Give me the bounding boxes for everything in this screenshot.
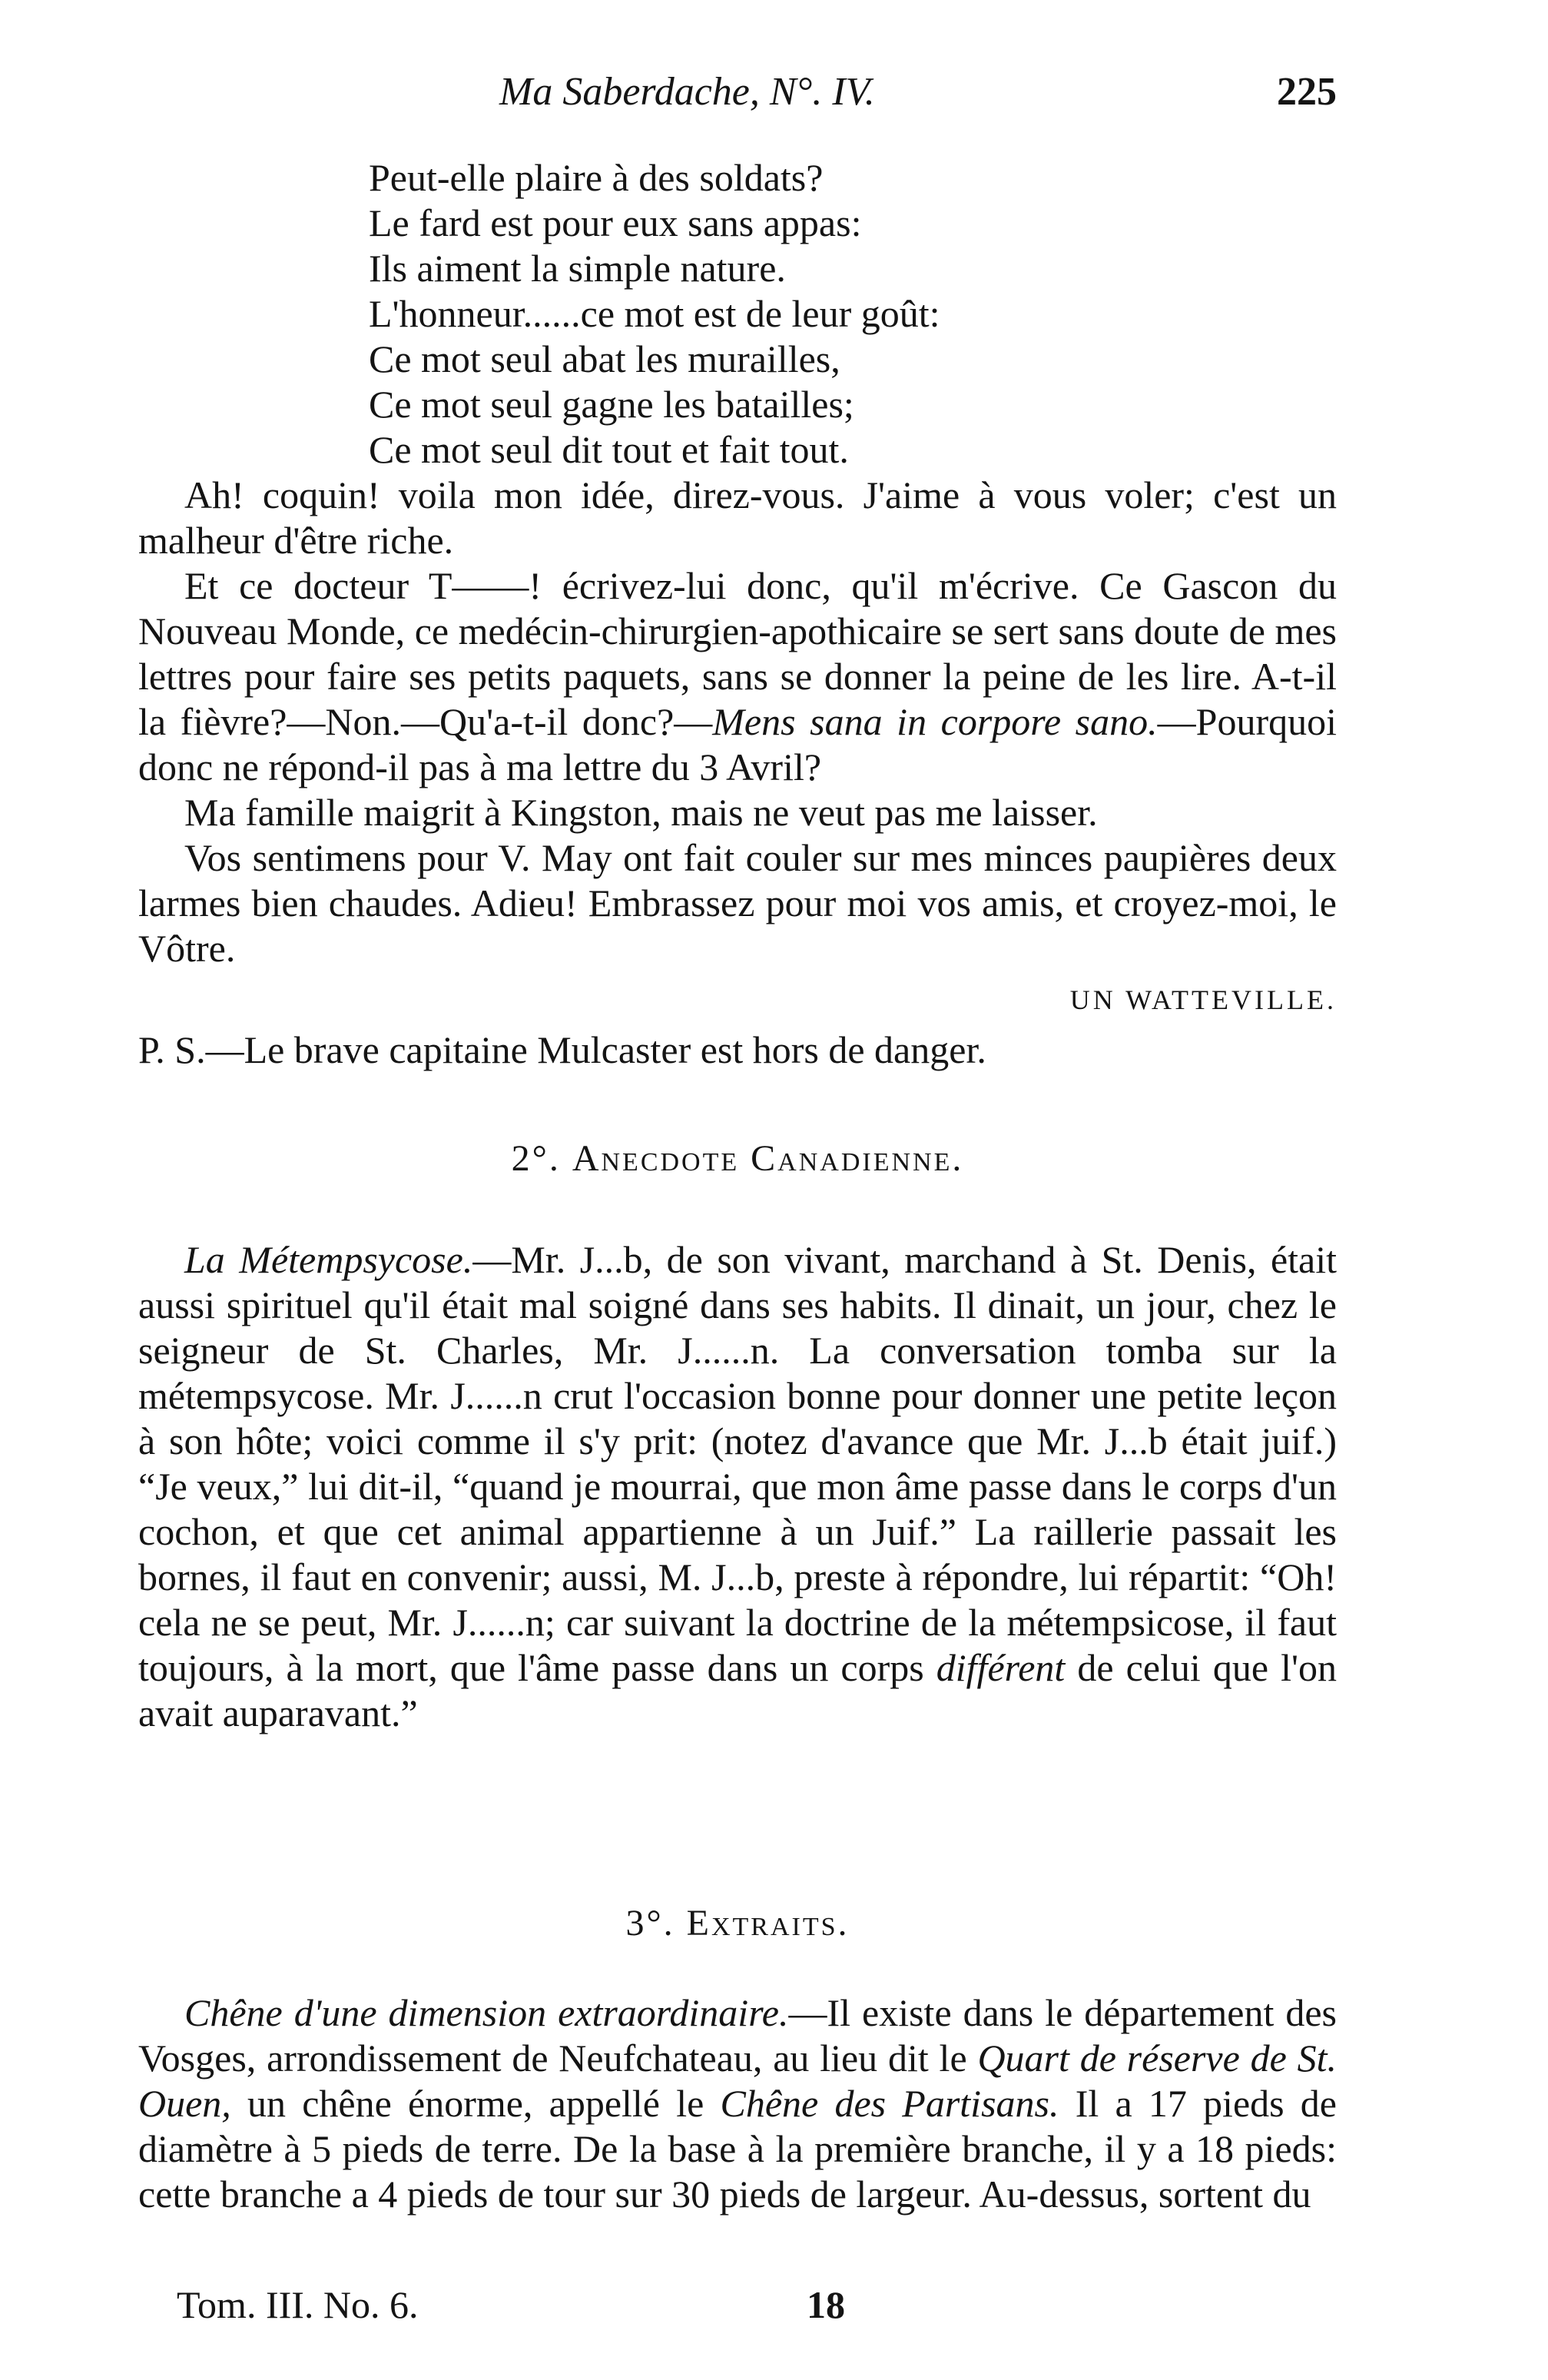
running-title: Ma Saberdache, N°. IV. <box>499 70 875 114</box>
letter-paragraph: Vos sentimens pour V. May ont fait couler sur mes minces paupières deux larmes bien chaudes. Adieu! Embrassez pour moi vos amis, et croyez-moi, le Vôtre. <box>138 836 1337 970</box>
extracts-body <box>138 1990 1337 2217</box>
section-title: Anecdote Canadienne. <box>572 1138 964 1179</box>
running-header <box>138 69 1337 123</box>
verse-line: Ce mot seul gagne les batailles; <box>369 383 854 426</box>
verse-line: L'honneur......ce mot est de leur goût: <box>369 292 940 335</box>
extract-paragraph <box>138 1990 1337 2217</box>
letter-body <box>138 473 1337 1073</box>
letter-paragraph: Ah! coquin! voila mon idée, direz-vous. J'aime à vous voler; c'est un malheur d'être riche. <box>138 473 1337 562</box>
verse-stanza <box>369 155 940 473</box>
volume-info: Tom. III. No. 6. <box>177 2283 419 2326</box>
signature-mark: 18 <box>807 2283 845 2326</box>
section-title: Extraits. <box>686 1903 850 1944</box>
anecdote-paragraph <box>138 1237 1337 1736</box>
place-name: Quart de réserve de St. Ouen, <box>138 2036 1337 2125</box>
page-footer <box>177 2282 1252 2336</box>
page-number: 225 <box>1277 70 1337 114</box>
verse-line: Ce mot seul dit tout et fait tout. <box>369 428 849 471</box>
paragraph-text: Et ce docteur T——! écrivez-lui donc, qu'il m'écrive. Ce Gascon du Nouveau Monde, ce medécin-chirurgien-apothicaire se sert sans doute de mes lettres pour faire ses petits paquets, sans se donner la peine de les lire. A-t-il la fièvre?—Non.—Qu'a-t-il donc?— <box>138 564 1337 743</box>
section-heading <box>138 1137 1337 1180</box>
extract-title: Chêne d'une dimension extraordinaire. <box>184 1991 789 2034</box>
paragraph-text: un chêne énorme, appellé le <box>230 2082 721 2125</box>
anecdote-title: La Métempsycose. <box>184 1238 473 1281</box>
section-number: 3°. <box>625 1903 675 1944</box>
verse-line: Peut-elle plaire à des soldats? <box>369 156 824 199</box>
section-number: 2°. <box>511 1138 561 1179</box>
section-heading <box>138 1902 1337 1944</box>
paragraph-text: de celui que l'on avait auparavant.” <box>138 1646 1337 1734</box>
verse-line: Ce mot seul abat les murailles, <box>369 337 840 380</box>
verse-line: Le fard est pour eux sans appas: <box>369 201 862 244</box>
postscript: P. S.—Le brave capitaine Mulcaster est hors de danger. <box>138 1028 986 1071</box>
letter-paragraph <box>138 563 1337 790</box>
letter-paragraph: Ma famille maigrit à Kingston, mais ne veut pas me laisser. <box>184 791 1098 834</box>
paragraph-text: —Il existe dans le département des Vosges, arrondissement de Neufchateau, au lieu dit le <box>138 1991 1338 2080</box>
anecdote-body <box>138 1237 1337 1736</box>
emphasis: différent <box>936 1646 1066 1689</box>
verse-line: Ils aiment la simple nature. <box>369 247 786 290</box>
paragraph-text: Il a 17 pieds de diamètre à 5 pieds de terre. De la base à la première branche, il y a 18 pieds: cette branche a 4 pieds de tour sur 30 pieds de largeur. Au-dessus, sortent du <box>138 2082 1337 2216</box>
tree-name: Chêne des Partisans. <box>720 2082 1059 2125</box>
latin-quote: Mens sana in corpore sano. <box>712 700 1158 743</box>
book-page <box>138 69 1337 2344</box>
paragraph-text: —Mr. J...b, de son vivant, marchand à St. Denis, était aussi spirituel qu'il était mal soigné dans ses habits. Il dinait, un jour, chez le seigneur de St. Charles, Mr. J......n. La conversation tomba sur la métempsycose. Mr. J......n crut l'occasion bonne pour donner une petite leçon à son hôte; voici comme il s'y prit: (notez d'avance que Mr. J...b était juif.) “Je veux,” lui dit-il, “quand je mourrai, que mon âme passe dans le corps d'un cochon, et que cet animal appartienne à un Juif.” La raillerie passait les bornes, il faut en convenir; aussi, M. J...b, preste à répondre, lui répartit: “Oh! cela ne se peut, Mr. J......n; car suivant la doctrine de la métempsicose, il faut toujours, à la mort, que l'âme passe dans un corps <box>138 1238 1337 1689</box>
paragraph-text: —Pourquoi donc ne répond-il pas à ma lettre du 3 Avril? <box>138 700 1337 788</box>
letter-signature: UN WATTEVILLE. <box>1069 984 1337 1015</box>
